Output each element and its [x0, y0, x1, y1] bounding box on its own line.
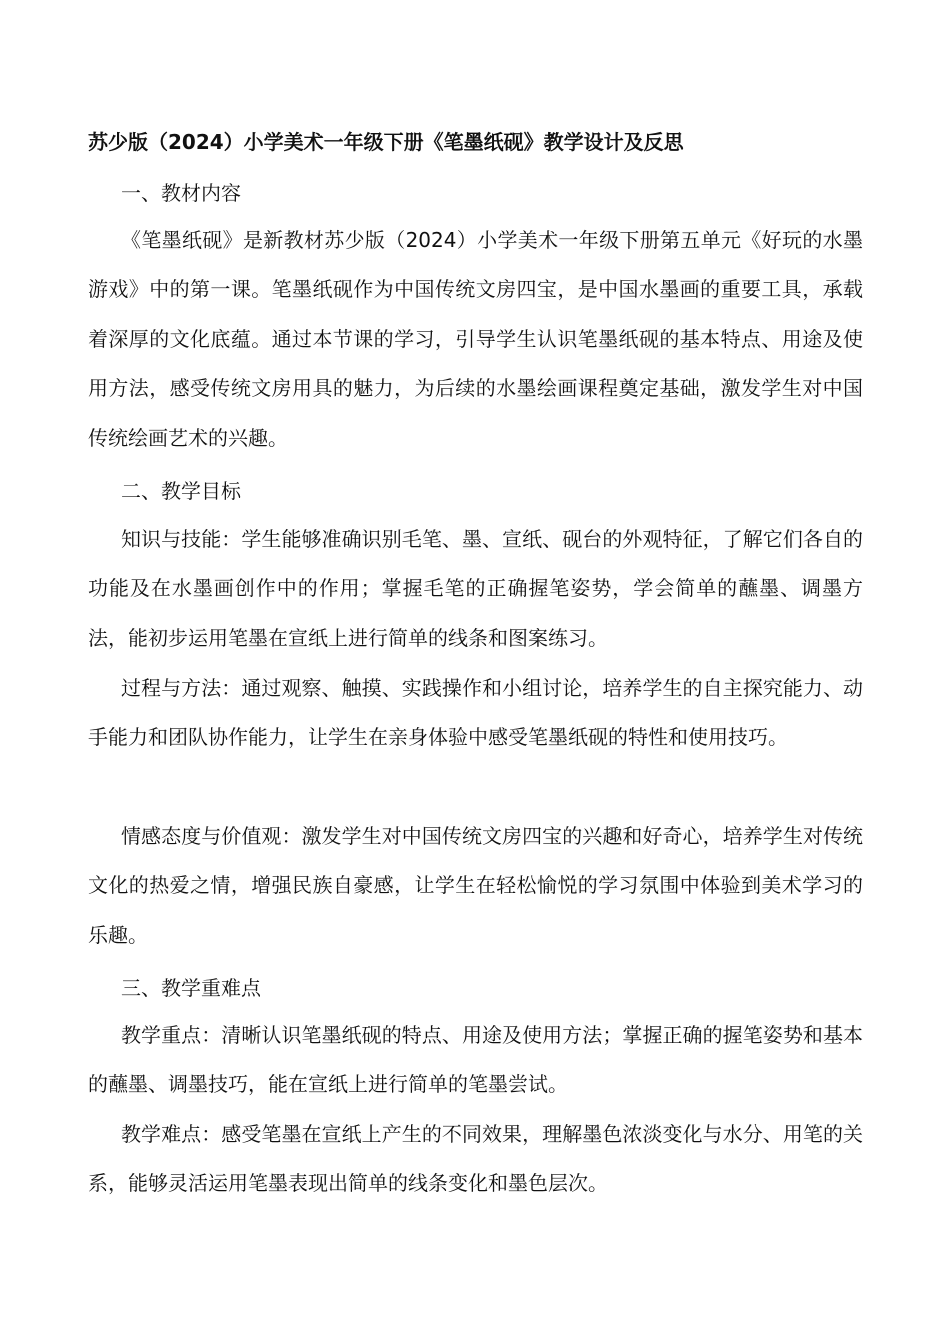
paragraph-process-methods: 过程与方法：通过观察、触摸、实践操作和小组讨论，培养学生的自主探究能力、动手能力和团队协作能力，让学生在亲身体验中感受笔墨纸砚的特性和使用技巧。 — [88, 676, 863, 750]
section-heading-materials: 一、教材内容 — [121, 181, 241, 205]
paragraph-knowledge-skills: 知识与技能：学生能够准确识别毛笔、墨、宣纸、砚台的外观特征，了解它们各自的功能及在水墨画创作中的作用；掌握毛笔的正确握笔姿势，学会简单的蘸墨、调墨方法，能初步运用笔墨在宣纸上进行简单的线条和图案练习。 — [88, 527, 863, 650]
paragraph-difficult-points: 教学难点：感受笔墨在宣纸上产生的不同效果，理解墨色浓淡变化与水分、用笔的关系，能够灵活运用笔墨表现出简单的线条变化和墨色层次。 — [88, 1122, 863, 1196]
paragraph-materials: 《笔墨纸砚》是新教材苏少版（2024）小学美术一年级下册第五单元《好玩的水墨游戏》中的第一课。笔墨纸砚作为中国传统文房四宝，是中国水墨画的重要工具，承载着深厚的文化底蕴。通过本节课的学习，引导学生认识笔墨纸砚的基本特点、用途及使用方法，感受传统文房用具的魅力，为后续的水墨绘画课程奠定基础，激发学生对中国传统绘画艺术的兴趣。 — [88, 228, 863, 450]
section-heading-objectives: 二、教学目标 — [121, 479, 241, 503]
document-title: 苏少版（2024）小学美术一年级下册《笔墨纸砚》教学设计及反思 — [88, 130, 684, 154]
paragraph-emotion-values: 情感态度与价值观：激发学生对中国传统文房四宝的兴趣和好奇心，培养学生对传统文化的热爱之情，增强民族自豪感，让学生在轻松愉悦的学习氛围中体验到美术学习的乐趣。 — [88, 824, 863, 947]
section-heading-key-difficult-points: 三、教学重难点 — [121, 976, 261, 1000]
paragraph-key-points: 教学重点：清晰认识笔墨纸砚的特点、用途及使用方法；掌握正确的握笔姿势和基本的蘸墨、调墨技巧，能在宣纸上进行简单的笔墨尝试。 — [88, 1023, 863, 1097]
